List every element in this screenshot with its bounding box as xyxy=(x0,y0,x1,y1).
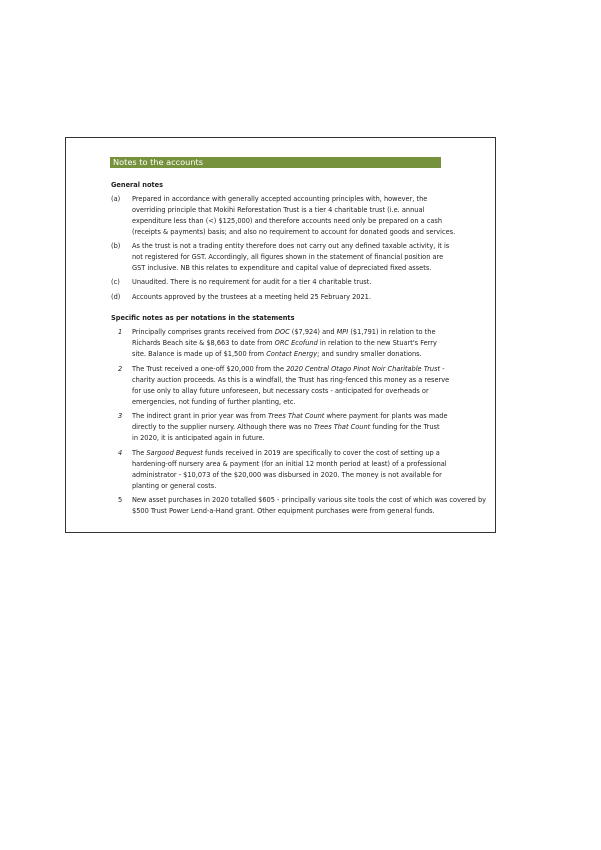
specific-note-1-line: Richards Beach site & $8,663 to date from ORC Ecofund in relation to the new Stuart's Ferry xyxy=(132,339,437,347)
specific-note-4-line: planting or general costs. xyxy=(132,482,217,490)
specific-note-4-line: hardening-off nursery area & payment (for an initial 12 month period at least) of a professional xyxy=(132,460,447,468)
note-a-line: Prepared in accordance with generally accepted accounting principles with, however, the xyxy=(132,195,428,203)
specific-note-4-line: administrator - $10,073 of the $20,000 was disbursed in 2020. The money is not available for xyxy=(132,471,442,479)
note-b-label: (b) xyxy=(111,242,121,250)
specific-note-2-line: for use only to allay future unforeseen, but necessary costs - anticipated for overheads or xyxy=(132,387,429,395)
specific-note-3-line: directly to the supplier nursery. Although there was no Trees That Count funding for the Trust xyxy=(132,423,440,431)
specific-note-4-line: The Sargood Bequest funds received in 2019 are specifically to cover the cost of setting up a xyxy=(132,449,440,457)
note-a-line: (receipts & payments) basis; and also no requirement to account for donated goods and services. xyxy=(132,228,456,236)
specific-notes-heading: Specific notes as per notations in the statements xyxy=(111,314,295,322)
note-d-line: Accounts approved by the trustees at a meeting held 25 February 2021. xyxy=(132,293,371,301)
note-c-label: (c) xyxy=(111,278,120,286)
note-a-label: (a) xyxy=(111,195,121,203)
specific-note-2-line: The Trust received a one-off $20,000 from the 2020 Central Otago Pinot Noir Charitable Trust - xyxy=(132,365,445,373)
specific-note-1-line: Principally comprises grants received from DOC ($7,924) and MPI ($1,791) in relation to the xyxy=(132,328,436,336)
note-a-line: expenditure less than (<) $125,000) and therefore accounts need only be prepared on a cash xyxy=(132,217,443,225)
specific-note-5-line: $500 Trust Power Lend-a-Hand grant. Other equipment purchases were from general funds. xyxy=(132,507,435,515)
note-a-line: overriding principle that Mokihi Reforestation Trust is a tier 4 charitable trust (i.e. annual xyxy=(132,206,425,214)
specific-note-1-line: site. Balance is made up of $1,500 from Contact Energy; and sundry smaller donations. xyxy=(132,350,422,358)
general-notes-heading: General notes xyxy=(111,181,164,189)
specific-note-2-line: emergencies, not funding of further planting, etc. xyxy=(132,398,296,406)
specific-note-2-label: 2 xyxy=(118,365,123,373)
specific-note-3-line: The indirect grant in prior year was from Trees That Count where payment for plants was made xyxy=(132,412,448,420)
specific-note-3-label: 3 xyxy=(118,412,123,420)
note-d-label: (d) xyxy=(111,293,121,301)
specific-note-4-label: 4 xyxy=(118,449,123,457)
specific-note-5-line: New asset purchases in 2020 totalled $605 - principally various site tools the cost of which was covered by xyxy=(132,496,487,504)
note-b-line: not registered for GST. Accordingly, all figures shown in the statement of financial position are xyxy=(132,253,444,261)
specific-note-5-label: 5 xyxy=(118,496,123,504)
section-title: Notes to the accounts xyxy=(110,157,441,168)
note-c-line: Unaudited. There is no requirement for audit for a tier 4 charitable trust. xyxy=(132,278,372,286)
specific-note-2-line: charity auction proceeds. As this is a windfall, the Trust has ring-fenced this money as a reserve xyxy=(132,376,450,384)
note-b-line: GST inclusive. NB this relates to expenditure and capital value of depreciated fixed assets. xyxy=(132,264,432,272)
note-b-line: As the trust is not a trading entity therefore does not carry out any defined taxable activity, it is xyxy=(132,242,450,250)
specific-note-3-line: in 2020, it is anticipated again in future. xyxy=(132,434,265,442)
specific-note-1-label: 1 xyxy=(118,328,123,336)
